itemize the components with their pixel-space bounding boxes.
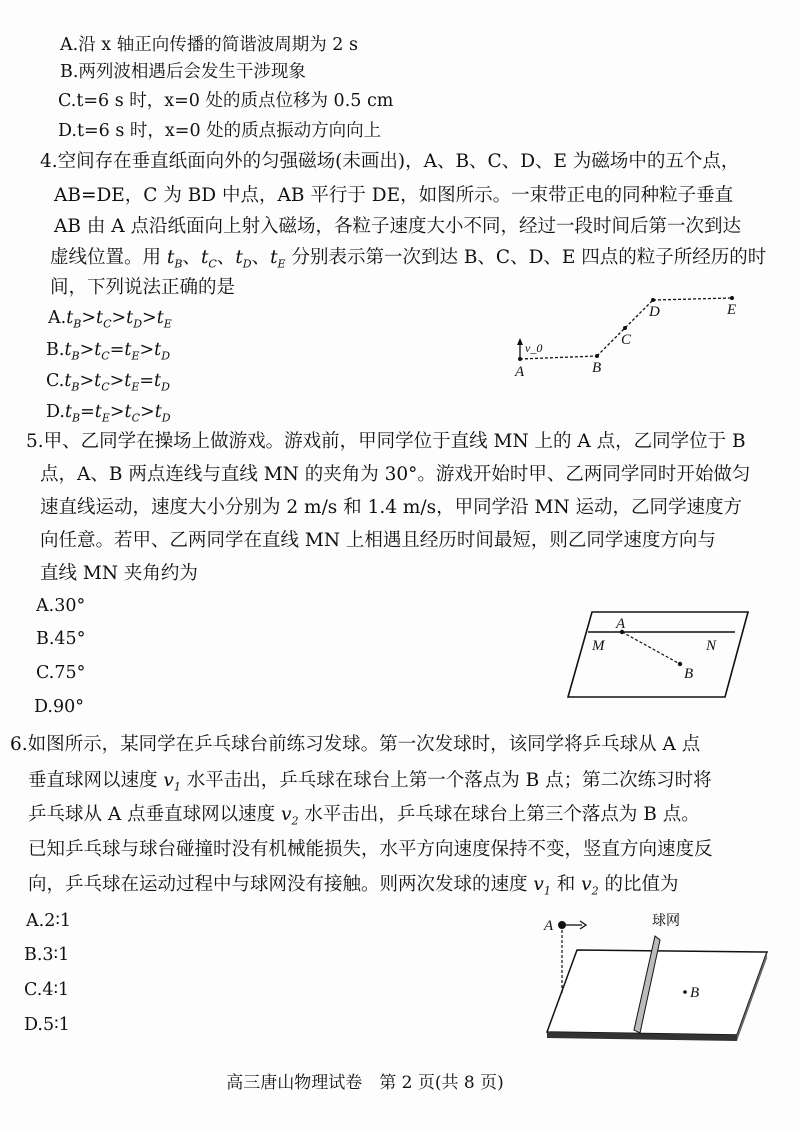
q5-line: 直线 MN 夹角约为 <box>40 563 198 584</box>
q3-option-b: B.两列波相遇后会发生干涉现象 <box>60 62 306 82</box>
q6-line: 向，乒乓球在运动过程中与球网没有接触。则两次发球的速度 $v_1$ 和 $v_2$ 的比值为 <box>28 874 679 898</box>
label-a: A <box>515 364 525 380</box>
q4-line: 4.空间存在垂直纸面向外的匀强磁场(未画出)，A、B、C、D、E 为磁场中的五个点， <box>40 151 740 172</box>
q3-option-c: C.t=6 s 时，x=0 处的质点位移为 0.5 cm <box>58 91 394 111</box>
q4-option-a: $A.t_B>t_C>t_D>t_E$ <box>48 308 172 331</box>
label-e: E <box>727 302 737 318</box>
q3-option-a: A.沿 x 轴正向传播的简谐波周期为 2 s <box>60 35 358 55</box>
label-m: M <box>592 638 605 654</box>
q4-line: 间，下列说法正确的是 <box>50 277 236 298</box>
q5-option-d: D.90° <box>34 697 84 717</box>
q5-option-a: A.30° <box>36 596 86 616</box>
q6-line: 垂直球网以速度 $v_1$ 水平击出，乒乓球在球台上第一个落点为 B 点；第二次练习时将 <box>28 770 712 794</box>
q5-line: 5.甲、乙同学在操场上做游戏。游戏前，甲同学位于直线 MN 上的 A 点，乙同学位于 B <box>26 431 746 452</box>
q6-line: 乒乓球从 A 点垂直球网以速度 $v_2$ 水平击出，乒乓球在球台上第三个落点为 B 点。 <box>28 804 700 828</box>
q6-figure <box>530 910 780 1045</box>
q4-option-c: $C.t_B>t_C>t_E=t_D$ <box>46 371 170 394</box>
label-b: B <box>684 666 694 682</box>
q5-figure <box>560 590 760 700</box>
q6-option-c: C.4∶1 <box>24 980 70 1000</box>
q5-line: 速直线运动，速度大小分别为 2 m/s 和 1.4 m/s，甲同学沿 MN 运动，乙同学速度方 <box>40 497 743 518</box>
q5-line: 向任意。若甲、乙两同学在直线 MN 上相遇且经历时间最短，则乙同学速度方向与 <box>40 530 716 551</box>
label-n: N <box>706 638 717 654</box>
q6-line: 6.如图所示，某同学在乒乓球台前练习发球。第一次发球时，该同学将乒乓球从 A 点 <box>10 734 701 755</box>
label-b: B <box>690 985 700 1001</box>
q6-line: 已知乒乓球与球台碰撞时没有机械能损失，水平方向速度保持不变，竖直方向速度反 <box>28 839 713 860</box>
q4-option-b: $B.t_B>t_C=t_E>t_D$ <box>46 340 171 363</box>
q5-line: 点，A、B 两点连线与直线 MN 的夹角为 30°。游戏开始时甲、乙两同学同时开始做匀 <box>40 464 751 485</box>
q4-line: AB=DE，C 为 BD 中点，AB 平行于 DE，如图所示。一束带正电的同种粒子垂直 <box>54 185 734 206</box>
q4-figure <box>505 290 755 380</box>
q5-option-b: B.45° <box>36 629 86 649</box>
q4-line: 虚线位置。用 $t_B$、$t_C$、$t_D$、$t_E$ 分别表示第一次到达 B、C、D、E 四点的粒子所经历的时 <box>50 247 767 271</box>
q6-option-a: A.2∶1 <box>26 911 72 931</box>
q6-option-d: D.5∶1 <box>24 1015 70 1035</box>
q3-option-d: D.t=6 s 时，x=0 处的质点振动方向向上 <box>58 121 382 141</box>
q5-option-c: C.75° <box>36 663 86 683</box>
q6-option-b: B.3∶1 <box>24 945 70 965</box>
label-a: A <box>616 616 626 632</box>
page-footer: 高三唐山物理试卷 第 2 页(共 8 页) <box>226 1073 504 1093</box>
label-c: C <box>621 332 632 348</box>
label-v0: v_0 <box>525 341 543 355</box>
q4-line: AB 由 A 点沿纸面向上射入磁场，各粒子速度大小不同，经过一段时间后第一次到达 <box>54 216 741 237</box>
q4-option-d: $D.t_B=t_E>t_C>t_D$ <box>46 402 171 425</box>
net-label: 球网 <box>652 913 680 929</box>
label-d: D <box>649 304 660 320</box>
label-b: B <box>592 360 602 376</box>
label-a: A <box>544 918 554 934</box>
